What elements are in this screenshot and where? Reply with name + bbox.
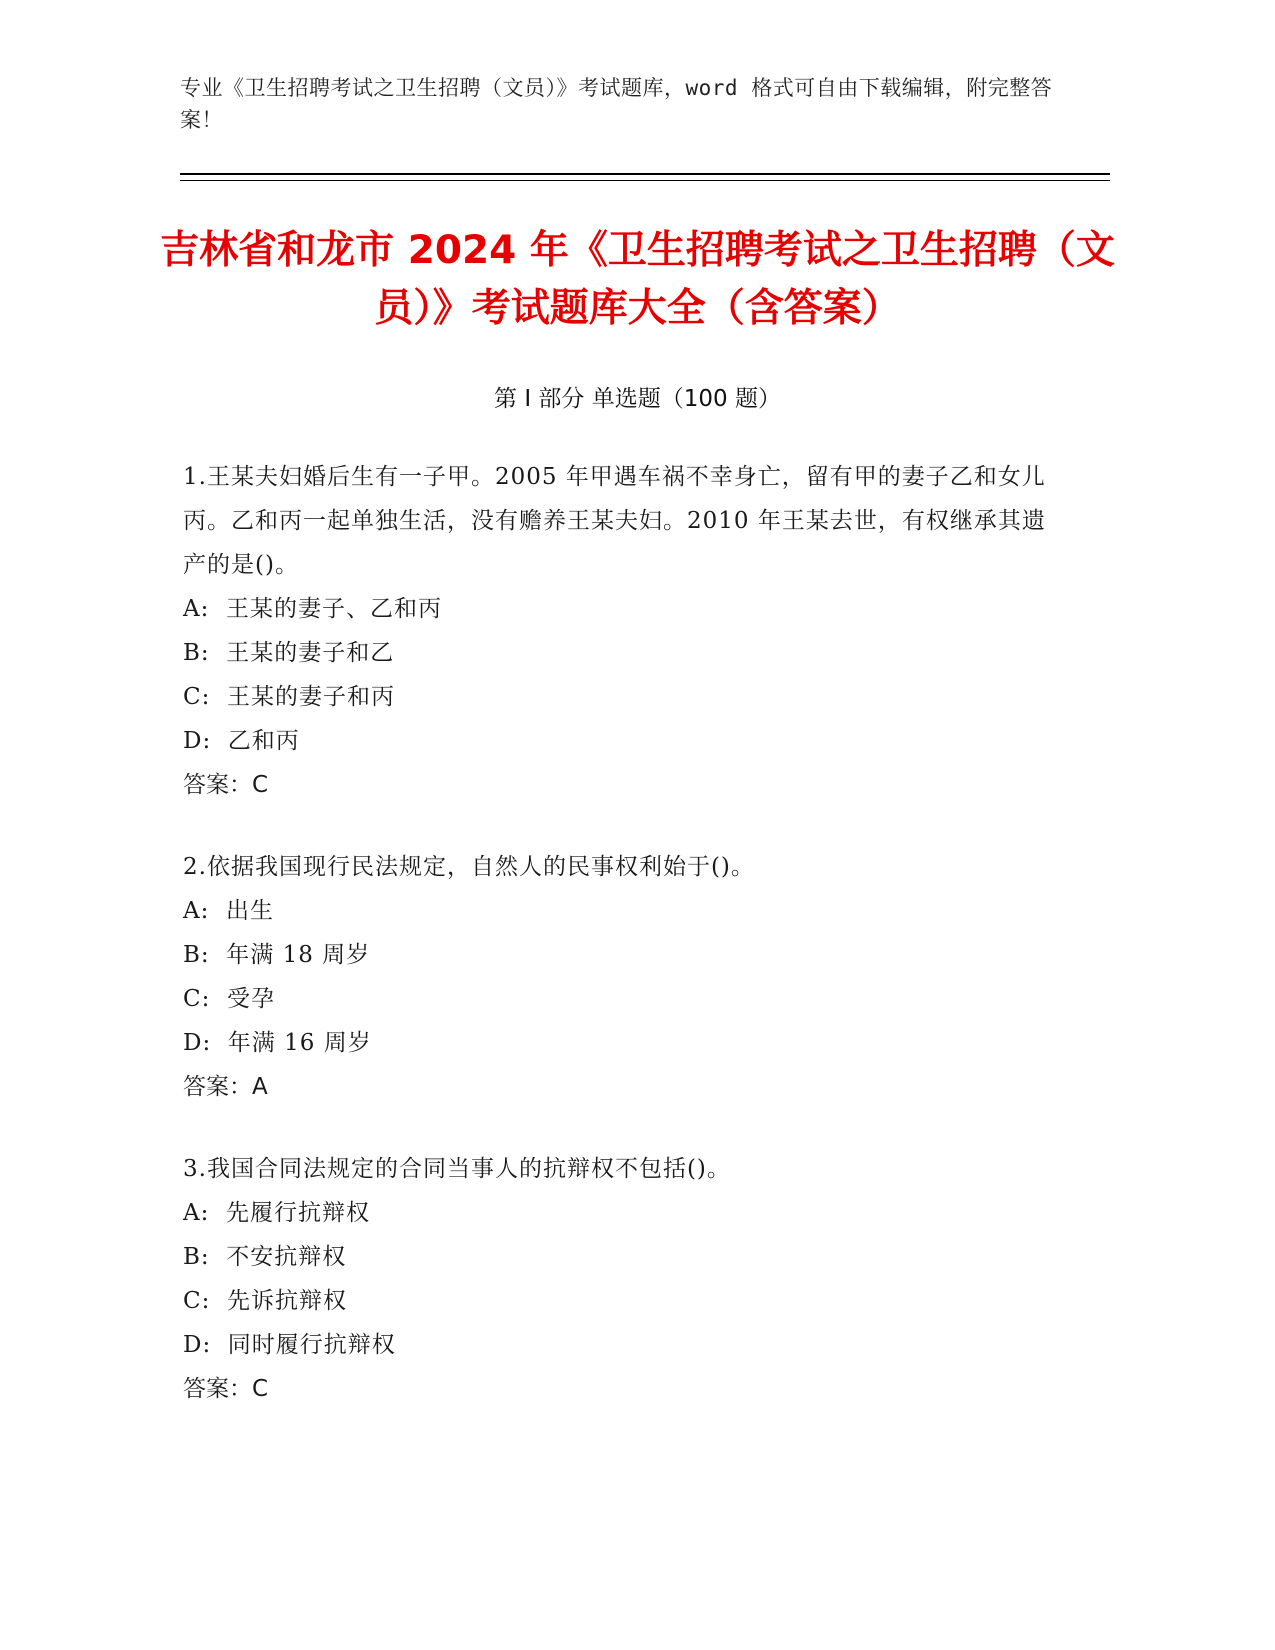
- header-rule-thin: [180, 180, 1110, 181]
- question-3: [183, 1147, 1063, 1411]
- header-rule-thick: [180, 173, 1110, 175]
- question-stem: 1.王某夫妇婚后生有一子甲。2005 年甲遇车祸不幸身亡，留有甲的妻子乙和女儿丙。乙和丙一起单独生活，没有赡养王某夫妇。2010 年王某去世，有权继承其遗产的是()。: [183, 464, 1046, 578]
- header-note: 专业《卫生招聘考试之卫生招聘（文员）》考试题库，word 格式可自由下载编辑，附完整答案！: [180, 76, 1053, 132]
- answer: 答案：C: [183, 772, 269, 798]
- option-c: C: 王某的妻子和丙: [183, 684, 395, 710]
- option-c: C: 先诉抗辩权: [183, 1288, 347, 1314]
- option-b: B: 年满 18 周岁: [183, 942, 371, 968]
- question-2: [183, 845, 1063, 1109]
- option-b: B: 不安抗辩权: [183, 1244, 347, 1270]
- option-d: D: 年满 16 周岁: [183, 1030, 372, 1056]
- option-a: A: 出生: [183, 898, 274, 924]
- question-list: [183, 455, 1063, 1449]
- answer: 答案：C: [183, 1376, 269, 1402]
- option-d: D: 同时履行抗辩权: [183, 1332, 396, 1358]
- answer: 答案：A: [183, 1074, 268, 1100]
- option-d: D: 乙和丙: [183, 728, 300, 754]
- option-a: A: 王某的妻子、乙和丙: [183, 596, 442, 622]
- option-a: A: 先履行抗辩权: [183, 1200, 370, 1226]
- question-stem: 2.依据我国现行民法规定，自然人的民事权利始于()。: [183, 854, 755, 880]
- question-1: [183, 455, 1063, 807]
- option-c: C: 受孕: [183, 986, 275, 1012]
- section-title: 第 I 部分 单选题（100 题）: [494, 386, 781, 412]
- question-stem: 3.我国合同法规定的合同当事人的抗辩权不包括()。: [183, 1156, 731, 1182]
- document-title: 吉林省和龙市 2024 年《卫生招聘考试之卫生招聘（文员）》考试题库大全（含答案）: [160, 228, 1115, 331]
- option-b: B: 王某的妻子和乙: [183, 640, 395, 666]
